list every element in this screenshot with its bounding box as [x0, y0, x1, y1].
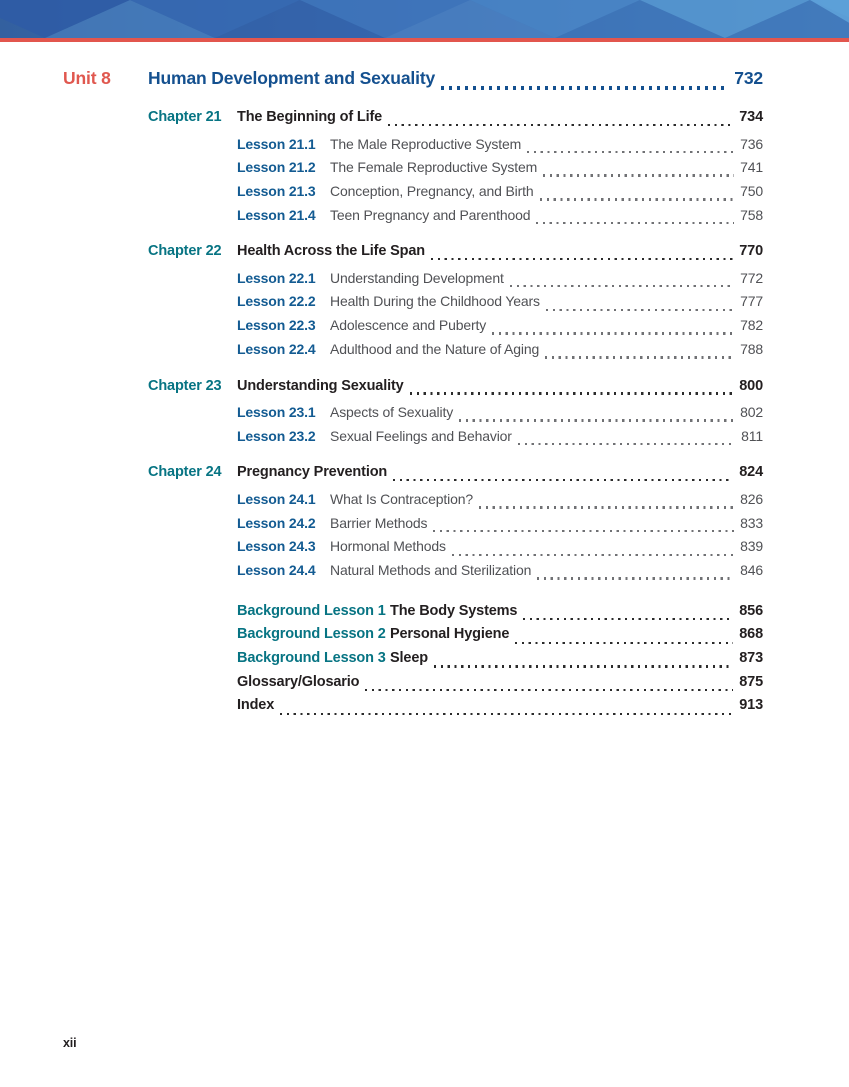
dot-leader — [433, 530, 734, 532]
chapter-label: Chapter 24 — [148, 464, 222, 481]
background-lesson-label: Background Lesson 3 — [237, 650, 386, 666]
chapter-22-row — [148, 239, 763, 263]
background-lesson-3-row — [237, 647, 763, 671]
background-lesson-label: Background Lesson 2 — [237, 626, 386, 643]
dot-leader — [492, 332, 734, 334]
dot-leader — [537, 577, 734, 579]
dot-leader — [523, 618, 733, 620]
lesson-label: Lesson 21.1 — [237, 135, 316, 152]
dot-leader — [365, 689, 733, 691]
chapter-page-number: 800 — [739, 377, 763, 394]
dot-leader — [441, 86, 728, 89]
glossary-page-number: 875 — [739, 673, 763, 690]
index-page-number: 913 — [739, 697, 763, 714]
lesson-title: Sexual Feelings and Behavior — [330, 427, 512, 444]
lesson-title: Natural Methods and Sterilization — [330, 561, 532, 578]
lesson-page-number: 758 — [740, 206, 763, 223]
background-lesson-label: Background Lesson 1 — [237, 602, 386, 619]
lesson-label: Lesson 22.3 — [237, 317, 316, 334]
lesson-page-number: 788 — [740, 340, 763, 357]
lesson-label: Lesson 22.1 — [237, 269, 316, 286]
dot-leader — [543, 174, 734, 176]
unit-page-number: 732 — [734, 68, 763, 88]
background-lesson-title: The Body Systems — [390, 602, 518, 619]
lesson-24-4-row — [237, 559, 763, 583]
lesson-page-number: 782 — [740, 317, 763, 334]
dot-leader — [518, 443, 735, 445]
lesson-21-1-row — [237, 133, 763, 157]
lesson-page-number: 826 — [740, 490, 763, 507]
lesson-title: Health During the Childhood Years — [330, 293, 540, 310]
dot-leader — [479, 506, 734, 508]
chapter-24-row — [148, 460, 763, 484]
chapter-21-row — [148, 105, 763, 129]
dot-leader — [510, 285, 734, 287]
lesson-page-number: 846 — [740, 561, 763, 578]
lesson-title: Conception, Pregnancy, and Birth — [330, 182, 534, 199]
lesson-page-number: 772 — [740, 269, 763, 286]
lesson-page-number: 811 — [741, 427, 763, 444]
lesson-24-1-row — [237, 488, 763, 512]
banner-pattern — [0, 0, 849, 38]
dot-leader — [452, 554, 734, 556]
background-lesson-page-number: 868 — [739, 626, 763, 643]
dot-leader — [388, 124, 733, 126]
lesson-page-number: 839 — [740, 538, 763, 555]
lesson-21-3-row — [237, 180, 763, 204]
lesson-title: The Female Reproductive System — [330, 159, 538, 176]
background-lesson-1-row — [237, 600, 763, 624]
lesson-page-number: 833 — [740, 514, 763, 531]
lesson-page-number: 777 — [740, 293, 763, 310]
dot-leader — [545, 356, 734, 358]
unit-row — [63, 63, 763, 93]
chapter-label: Chapter 23 — [148, 377, 222, 394]
lesson-label: Lesson 24.3 — [237, 538, 316, 555]
lesson-22-4-row — [237, 338, 763, 362]
dot-leader — [434, 665, 733, 667]
dot-leader — [280, 713, 733, 715]
glossary-title: Glossary/Glosario — [237, 673, 360, 690]
lesson-label: Lesson 24.4 — [237, 561, 316, 578]
chapter-page-number: 824 — [739, 464, 763, 481]
table-of-contents — [0, 42, 849, 718]
index-title: Index — [237, 697, 275, 714]
lesson-21-4-row — [237, 204, 763, 228]
glossary-row — [237, 671, 763, 695]
lesson-title: What Is Contraception? — [330, 490, 473, 507]
unit-title: Human Development and Sexuality — [148, 68, 436, 88]
chapter-page-number: 770 — [739, 243, 763, 260]
lesson-page-number: 750 — [740, 182, 763, 199]
dot-leader — [431, 258, 733, 260]
lesson-title: Aspects of Sexuality — [330, 404, 454, 420]
dot-leader — [540, 198, 735, 200]
lesson-title: Teen Pregnancy and Parenthood — [330, 206, 531, 223]
background-lesson-page-number: 856 — [739, 602, 763, 619]
dot-leader — [527, 151, 734, 153]
background-lesson-page-number: 873 — [739, 650, 763, 666]
lesson-22-3-row — [237, 314, 763, 338]
lesson-label: Lesson 21.3 — [237, 182, 316, 199]
lesson-21-2-row — [237, 156, 763, 180]
lesson-title: Adulthood and the Nature of Aging — [330, 340, 540, 357]
chapter-page-number: 734 — [739, 109, 763, 125]
dot-leader — [410, 392, 734, 394]
lesson-23-2-row — [237, 425, 763, 449]
lesson-24-2-row — [237, 512, 763, 536]
lesson-label: Lesson 21.4 — [237, 206, 316, 223]
lesson-24-3-row — [237, 535, 763, 559]
lesson-label: Lesson 21.2 — [237, 159, 316, 176]
page-folio: xii — [63, 1036, 77, 1050]
dot-leader — [459, 419, 734, 421]
chapter-title: The Beginning of Life — [237, 109, 383, 125]
chapter-title: Pregnancy Prevention — [237, 464, 388, 481]
chapter-title: Understanding Sexuality — [237, 377, 404, 394]
background-lesson-title: Sleep — [390, 650, 428, 666]
unit-label: Unit 8 — [63, 68, 111, 88]
dot-leader — [536, 222, 734, 224]
lesson-label: Lesson 22.2 — [237, 293, 316, 310]
background-lesson-2-row — [237, 623, 763, 647]
lesson-22-1-row — [237, 267, 763, 291]
background-lesson-title: Personal Hygiene — [390, 626, 510, 643]
dot-leader — [393, 479, 733, 481]
lesson-title: Hormonal Methods — [330, 538, 446, 555]
chapter-23-row — [148, 374, 763, 398]
chapter-title: Health Across the Life Span — [237, 243, 425, 260]
lesson-title: Adolescence and Puberty — [330, 317, 487, 334]
dot-leader — [546, 309, 734, 311]
dot-leader — [515, 642, 733, 644]
lesson-22-2-row — [237, 290, 763, 314]
lesson-label: Lesson 24.2 — [237, 514, 316, 531]
lesson-page-number: 741 — [740, 159, 763, 176]
lesson-page-number: 736 — [740, 135, 763, 152]
lesson-label: Lesson 23.2 — [237, 427, 316, 444]
lesson-label: Lesson 24.1 — [237, 490, 316, 507]
lesson-page-number: 802 — [740, 404, 763, 420]
back-matter-block — [63, 600, 763, 718]
chapter-label: Chapter 21 — [148, 109, 222, 125]
lesson-label: Lesson 23.1 — [237, 404, 316, 420]
index-row — [237, 694, 763, 718]
lesson-label: Lesson 22.4 — [237, 340, 316, 357]
lesson-23-1-row — [237, 401, 763, 425]
lesson-title: Barrier Methods — [330, 514, 428, 531]
chapter-label: Chapter 22 — [148, 243, 222, 260]
lesson-title: The Male Reproductive System — [330, 135, 522, 152]
lesson-title: Understanding Development — [330, 269, 504, 286]
